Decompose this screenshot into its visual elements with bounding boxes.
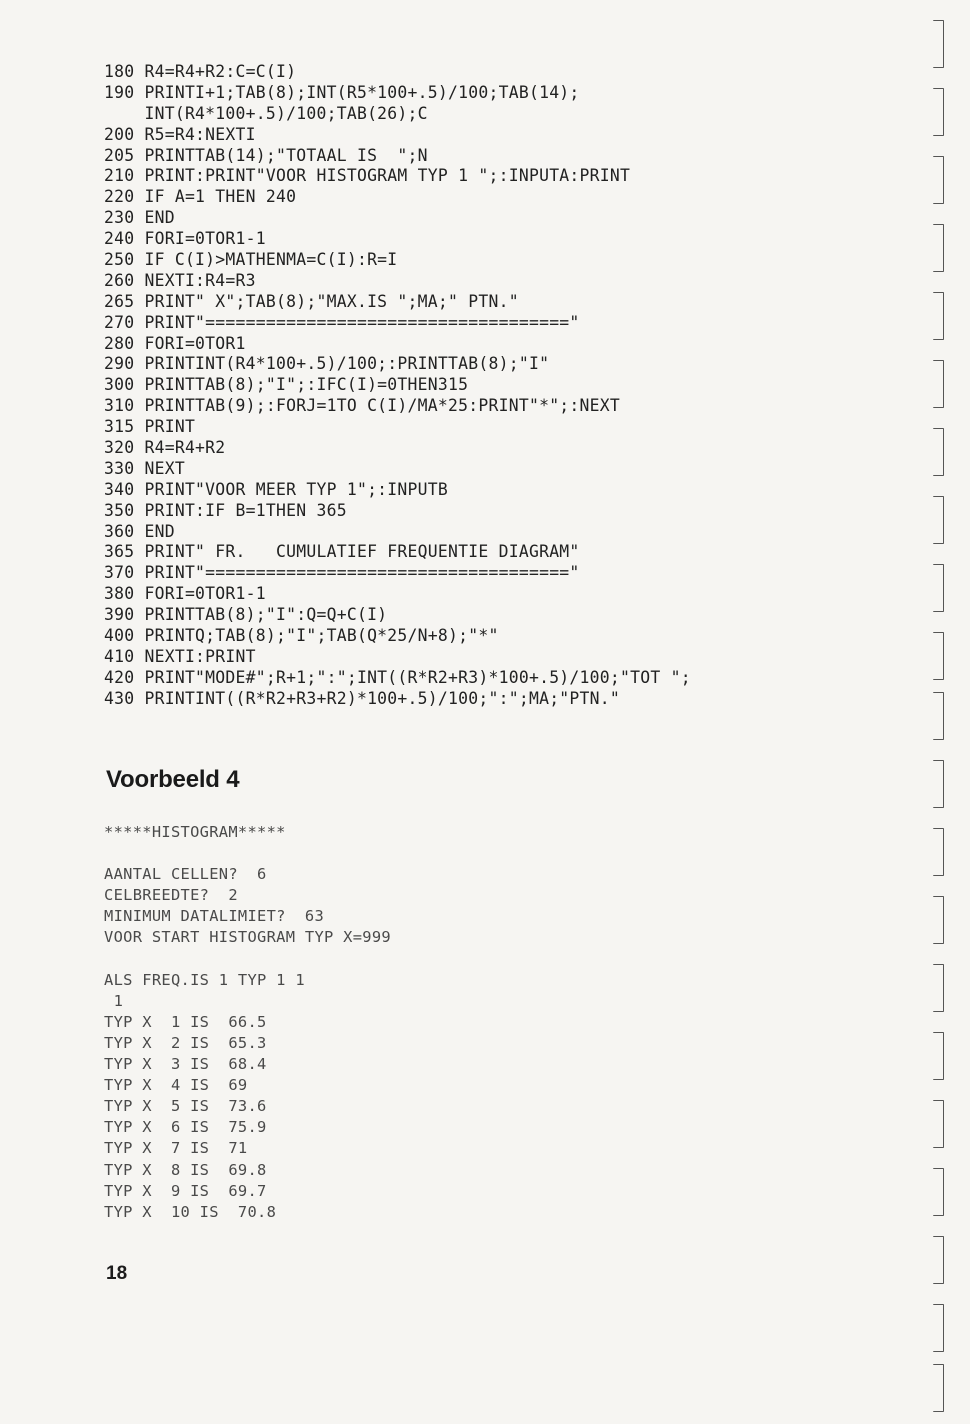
code-line: 260 NEXTI:R4=R3	[104, 270, 256, 290]
code-line: 320 R4=R4+R2	[104, 438, 226, 458]
code-line: 190 PRINTI+1;TAB(8);INT(R5*100+.5)/100;TAB(14);	[104, 82, 580, 102]
output-line: TYP X 1 IS 66.5	[104, 1012, 267, 1031]
output-line: *****HISTOGRAM*****	[104, 823, 286, 841]
binding-hole	[933, 760, 944, 808]
code-line: 420 PRINT"MODE#";R+1;":";INT((R*R2+R3)*100+.5)/100;"TOT ";	[104, 667, 691, 687]
binding-hole	[933, 496, 944, 544]
code-line: 330 NEXT	[104, 458, 185, 478]
binding-hole	[933, 1100, 944, 1148]
output-line: TYP X 4 IS 69	[104, 1076, 248, 1095]
binding-hole	[933, 964, 944, 1012]
binding-hole	[933, 1364, 944, 1412]
code-line: 340 PRINT"VOOR MEER TYP 1";:INPUTB	[104, 479, 449, 499]
output-line: 1	[104, 991, 124, 1010]
output-line	[104, 843, 704, 864]
code-line: 365 PRINT" FR. CUMULATIEF FREQUENTIE DIAGRAM"	[104, 542, 580, 562]
section-heading: Voorbeeld 4	[106, 766, 240, 793]
binding-hole	[933, 156, 944, 204]
code-line: 310 PRINTTAB(9);:FORJ=1TO C(I)/MA*25:PRINT"*";:NEXT	[104, 396, 621, 416]
code-line: 390 PRINTTAB(8);"I":Q=Q+C(I)	[104, 605, 388, 625]
code-line: 265 PRINT" X";TAB(8);"MAX.IS ";MA;" PTN."	[104, 291, 519, 311]
code-line: 430 PRINTINT((R*R2+R3+R2)*100+.5)/100;":";MA;"PTN."	[104, 688, 621, 708]
code-line: 250 IF C(I)>MATHENMA=C(I):R=I	[104, 250, 398, 270]
binding-hole	[933, 20, 944, 68]
output-line: AANTAL CELLEN? 6	[104, 865, 267, 884]
binding-hole	[933, 692, 944, 740]
binding-hole	[933, 1236, 944, 1284]
code-line: 400 PRINTQ;TAB(8);"I";TAB(Q*25/N+8);"*"	[104, 626, 499, 646]
binding-hole	[933, 896, 944, 944]
code-line: 380 FORI=0TOR1-1	[104, 584, 266, 604]
page-number: 18	[106, 1263, 128, 1284]
code-line: 270 PRINT"===================================="	[104, 312, 580, 332]
output-line: CELBREEDTE? 2	[104, 886, 238, 905]
output-line: TYP X 7 IS 71	[104, 1139, 248, 1158]
code-line: 315 PRINT	[104, 417, 196, 437]
code-line: 205 PRINTTAB(14);"TOTAAL IS ";N	[104, 145, 428, 165]
output-line: TYP X 10 IS 70.8	[104, 1202, 277, 1221]
binding-hole	[933, 292, 944, 340]
binding-hole	[933, 1304, 944, 1352]
output-line	[104, 949, 704, 970]
binding-hole	[933, 1168, 944, 1216]
binding-hole	[933, 1032, 944, 1080]
code-line: 410 NEXTI:PRINT	[104, 646, 256, 666]
output-line: TYP X 8 IS 69.8	[104, 1160, 267, 1179]
output-line: VOOR START HISTOGRAM TYP X=999	[104, 928, 391, 947]
code-line: 300 PRINTTAB(8);"I";:IFC(I)=0THEN315	[104, 375, 469, 395]
program-output	[104, 822, 704, 1223]
binding-hole	[933, 564, 944, 612]
binding-hole	[933, 632, 944, 680]
output-line: TYP X 5 IS 73.6	[104, 1097, 267, 1116]
binding-hole	[933, 360, 944, 408]
binding-hole	[933, 828, 944, 876]
binding-holes	[926, 0, 948, 1424]
code-line: 360 END	[104, 521, 175, 541]
code-line: INT(R4*100+.5)/100;TAB(26);C	[104, 103, 428, 123]
code-line: 370 PRINT"===================================="	[104, 563, 580, 583]
output-line: MINIMUM DATALIMIET? 63	[104, 907, 325, 926]
code-line: 350 PRINT:IF B=1THEN 365	[104, 500, 347, 520]
code-line: 240 FORI=0TOR1-1	[104, 229, 266, 249]
code-line: 280 FORI=0TOR1	[104, 333, 246, 353]
output-line: TYP X 3 IS 68.4	[104, 1055, 267, 1074]
output-line: TYP X 9 IS 69.7	[104, 1181, 267, 1200]
output-line: ALS FREQ.IS 1 TYP 1 1	[104, 970, 305, 989]
code-line: 220 IF A=1 THEN 240	[104, 187, 297, 207]
output-line: TYP X 2 IS 65.3	[104, 1033, 267, 1052]
code-line: 210 PRINT:PRINT"VOOR HISTOGRAM TYP 1 ";:INPUTA:PRINT	[104, 166, 631, 186]
code-line: 290 PRINTINT(R4*100+.5)/100;:PRINTTAB(8);"I"	[104, 354, 550, 374]
binding-hole	[933, 428, 944, 476]
code-line: 230 END	[104, 208, 175, 228]
code-line: 180 R4=R4+R2:C=C(I)	[104, 62, 297, 81]
binding-hole	[933, 224, 944, 272]
binding-hole	[933, 88, 944, 136]
output-line: TYP X 6 IS 75.9	[104, 1118, 267, 1137]
code-line: 200 R5=R4:NEXTI	[104, 124, 256, 144]
program-listing	[104, 62, 864, 710]
